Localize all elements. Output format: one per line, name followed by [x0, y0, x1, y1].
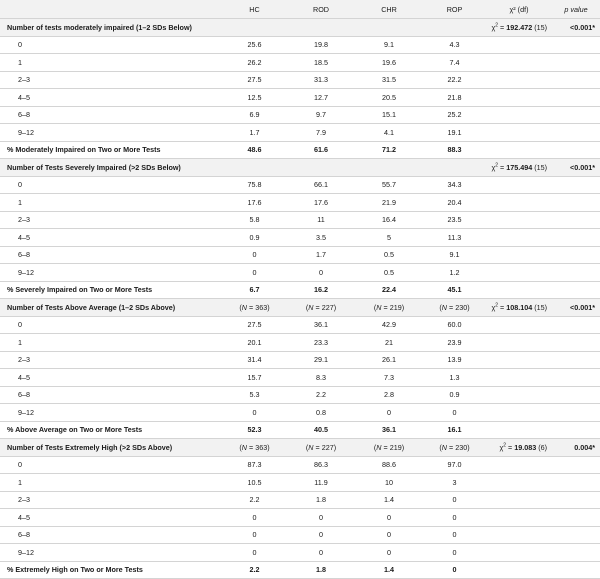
n-count: (N = 363)	[239, 442, 270, 452]
table-row	[0, 386, 600, 404]
empty-cell	[552, 229, 600, 247]
empty-cell	[486, 544, 552, 562]
value-cell: 60.0	[423, 316, 486, 334]
value-cell: 11	[287, 211, 355, 229]
value-cell: 1.8	[287, 491, 355, 509]
value-cell: 23.5	[423, 211, 486, 229]
value-cell: 26.2	[222, 54, 287, 72]
value-cell: 0	[287, 509, 355, 527]
empty-cell	[552, 176, 600, 194]
value-cell: 27.5	[222, 71, 287, 89]
value-cell: 0	[423, 491, 486, 509]
chi-square-cell: $\chi^2 = 19.083$ (6)	[486, 439, 552, 457]
empty-cell	[486, 456, 552, 474]
row-label: 9–12	[0, 124, 222, 142]
empty-cell	[486, 71, 552, 89]
chi-square-cell: $\chi^2 = 175.494$ (15)	[486, 159, 552, 177]
value-cell: 5	[355, 229, 423, 247]
value-cell: 15.7	[222, 369, 287, 387]
value-cell: 0	[355, 404, 423, 422]
empty-cell	[552, 334, 600, 352]
value-cell: 23.3	[287, 334, 355, 352]
row-label: 2–3	[0, 351, 222, 369]
empty-cell	[552, 369, 600, 387]
p-value: <0.001*	[552, 19, 600, 37]
empty-cell	[552, 316, 600, 334]
empty-cell	[552, 544, 600, 562]
total-label: % Above Average on Two or More Tests	[0, 421, 222, 439]
table-row	[0, 404, 600, 422]
empty-cell	[552, 281, 600, 299]
value-cell: 0	[423, 509, 486, 527]
value-cell: 19.6	[355, 54, 423, 72]
total-value-cell: 1.8	[287, 561, 355, 579]
total-value-cell: 52.3	[222, 421, 287, 439]
value-cell: 10	[355, 474, 423, 492]
empty-cell	[552, 124, 600, 142]
section-n-cell	[222, 19, 287, 37]
value-cell: 20.1	[222, 334, 287, 352]
value-cell: 42.9	[355, 316, 423, 334]
n-value: 227	[321, 302, 334, 312]
row-label: 0	[0, 456, 222, 474]
value-cell: 0	[355, 509, 423, 527]
section-n-cell	[222, 299, 287, 317]
total-row	[0, 281, 600, 299]
row-label: 0	[0, 176, 222, 194]
row-label: 1	[0, 194, 222, 212]
empty-cell	[552, 351, 600, 369]
empty-cell	[486, 526, 552, 544]
empty-cell	[486, 474, 552, 492]
p-value: 0.004*	[552, 439, 600, 457]
empty-cell	[486, 404, 552, 422]
section-n-cell	[423, 19, 486, 37]
value-cell: 19.8	[287, 36, 355, 54]
chi-square-cell: $\chi^2 = 192.472$ (15)	[486, 19, 552, 37]
value-cell: 0	[423, 404, 486, 422]
value-cell: 0	[222, 264, 287, 282]
value-cell: 11.3	[423, 229, 486, 247]
table-row	[0, 106, 600, 124]
table-row	[0, 474, 600, 492]
n-value: 363	[255, 302, 268, 312]
chi-square-df: (6)	[538, 442, 547, 452]
value-cell: 27.5	[222, 316, 287, 334]
row-label: 2–3	[0, 71, 222, 89]
section-header-row	[0, 439, 600, 457]
section-n-cell	[287, 19, 355, 37]
section-header-row	[0, 19, 600, 37]
total-value-cell: 2.2	[222, 561, 287, 579]
table-row	[0, 124, 600, 142]
empty-cell	[552, 141, 600, 159]
total-value-cell: 16.1	[423, 421, 486, 439]
value-cell: 0.5	[355, 246, 423, 264]
value-cell: 5.3	[222, 386, 287, 404]
row-label: 1	[0, 334, 222, 352]
table-row	[0, 36, 600, 54]
table-row	[0, 54, 600, 72]
total-value-cell: 88.3	[423, 141, 486, 159]
empty-cell	[486, 351, 552, 369]
empty-cell	[552, 194, 600, 212]
header-rop: ROP	[423, 0, 486, 19]
n-count: (N = 363)	[239, 302, 270, 312]
empty-cell	[552, 89, 600, 107]
header-hc: HC	[222, 0, 287, 19]
row-label: 1	[0, 474, 222, 492]
total-value-cell: 71.2	[355, 141, 423, 159]
value-cell: 0	[355, 544, 423, 562]
table-row	[0, 456, 600, 474]
n-value: 363	[255, 442, 268, 452]
section-n-cell	[423, 439, 486, 457]
section-title: Number of Tests Above Average (1–2 SDs Above)	[0, 299, 222, 317]
chi-square-value: 175.494	[506, 162, 533, 172]
chi-square-value: 19.083	[514, 442, 537, 452]
value-cell: 22.2	[423, 71, 486, 89]
header-p-value: p value	[552, 0, 600, 19]
row-label: 0	[0, 36, 222, 54]
empty-cell	[552, 404, 600, 422]
table-row	[0, 211, 600, 229]
n-count: (N = 219)	[373, 302, 405, 312]
value-cell: 7.3	[355, 369, 423, 387]
empty-cell	[552, 264, 600, 282]
section-n-cell	[355, 299, 423, 317]
value-cell: 55.7	[355, 176, 423, 194]
empty-cell	[486, 194, 552, 212]
value-cell: 21	[355, 334, 423, 352]
value-cell: 26.1	[355, 351, 423, 369]
n-value: 219	[389, 302, 402, 312]
value-cell: 13.9	[423, 351, 486, 369]
total-value-cell: 40.5	[287, 421, 355, 439]
row-label: 4–5	[0, 509, 222, 527]
value-cell: 0	[287, 264, 355, 282]
n-count: (N = 230)	[439, 442, 470, 452]
value-cell: 9.1	[355, 36, 423, 54]
value-cell: 0	[423, 526, 486, 544]
p-value: <0.001*	[552, 299, 600, 317]
value-cell: 20.5	[355, 89, 423, 107]
value-cell: 1.2	[423, 264, 486, 282]
value-cell: 0	[355, 526, 423, 544]
value-cell: 86.3	[287, 456, 355, 474]
total-row	[0, 141, 600, 159]
section-n-cell	[423, 159, 486, 177]
value-cell: 1.7	[287, 246, 355, 264]
table-row	[0, 176, 600, 194]
n-value: 227	[321, 442, 334, 452]
value-cell: 25.2	[423, 106, 486, 124]
n-value: 230	[455, 302, 468, 312]
chi-square-value: 108.104	[506, 302, 533, 312]
table-row	[0, 369, 600, 387]
table-body	[0, 19, 600, 579]
empty-cell	[486, 176, 552, 194]
section-n-cell	[287, 159, 355, 177]
total-label: % Moderately Impaired on Two or More Tests	[0, 141, 222, 159]
table-row	[0, 509, 600, 527]
empty-cell	[486, 386, 552, 404]
empty-cell	[552, 509, 600, 527]
value-cell: 20.4	[423, 194, 486, 212]
value-cell: 0	[222, 404, 287, 422]
row-label: 6–8	[0, 246, 222, 264]
section-n-cell	[287, 299, 355, 317]
empty-cell	[552, 106, 600, 124]
empty-cell	[552, 526, 600, 544]
value-cell: 8.3	[287, 369, 355, 387]
chi-square-df: (15)	[534, 302, 547, 312]
total-value-cell: 61.6	[287, 141, 355, 159]
header-group	[0, 0, 222, 19]
section-header-row	[0, 159, 600, 177]
row-label: 4–5	[0, 229, 222, 247]
value-cell: 0	[287, 526, 355, 544]
value-cell: 2.2	[287, 386, 355, 404]
table-row	[0, 526, 600, 544]
value-cell: 87.3	[222, 456, 287, 474]
value-cell: 0	[222, 509, 287, 527]
empty-cell	[486, 334, 552, 352]
section-n-cell	[423, 299, 486, 317]
total-value-cell: 1.4	[355, 561, 423, 579]
n-count: (N = 227)	[305, 442, 337, 452]
value-cell: 16.4	[355, 211, 423, 229]
value-cell: 34.3	[423, 176, 486, 194]
empty-cell	[552, 71, 600, 89]
empty-cell	[552, 386, 600, 404]
value-cell: 10.5	[222, 474, 287, 492]
n-count: (N = 230)	[439, 302, 470, 312]
row-label: 0	[0, 316, 222, 334]
value-cell: 7.4	[423, 54, 486, 72]
n-count: (N = 219)	[373, 442, 405, 452]
value-cell: 0	[222, 526, 287, 544]
table-row	[0, 194, 600, 212]
p-value: <0.001*	[552, 159, 600, 177]
total-label: % Severely Impaired on Two or More Tests	[0, 281, 222, 299]
row-label: 4–5	[0, 369, 222, 387]
empty-cell	[486, 89, 552, 107]
value-cell: 0	[423, 544, 486, 562]
section-title: Number of Tests Extremely High (>2 SDs Above)	[0, 439, 222, 457]
value-cell: 17.6	[287, 194, 355, 212]
value-cell: 3	[423, 474, 486, 492]
table-row	[0, 316, 600, 334]
empty-cell	[486, 316, 552, 334]
value-cell: 29.1	[287, 351, 355, 369]
header-chi-square: χ² (df)	[486, 0, 552, 19]
value-cell: 11.9	[287, 474, 355, 492]
value-cell: 2.2	[222, 491, 287, 509]
value-cell: 21.9	[355, 194, 423, 212]
header-rod: ROD	[287, 0, 355, 19]
value-cell: 0.9	[222, 229, 287, 247]
table-row	[0, 264, 600, 282]
value-cell: 4.1	[355, 124, 423, 142]
empty-cell	[486, 421, 552, 439]
value-cell: 15.1	[355, 106, 423, 124]
section-n-cell	[355, 19, 423, 37]
empty-cell	[486, 264, 552, 282]
total-row	[0, 421, 600, 439]
section-n-cell	[355, 439, 423, 457]
table-row	[0, 491, 600, 509]
value-cell: 5.8	[222, 211, 287, 229]
table-row	[0, 71, 600, 89]
value-cell: 19.1	[423, 124, 486, 142]
empty-cell	[486, 54, 552, 72]
empty-cell	[552, 54, 600, 72]
value-cell: 17.6	[222, 194, 287, 212]
value-cell: 25.6	[222, 36, 287, 54]
empty-cell	[552, 36, 600, 54]
value-cell: 31.4	[222, 351, 287, 369]
value-cell: 31.5	[355, 71, 423, 89]
value-cell: 21.8	[423, 89, 486, 107]
section-n-cell	[355, 159, 423, 177]
value-cell: 97.0	[423, 456, 486, 474]
empty-cell	[552, 246, 600, 264]
value-cell: 2.8	[355, 386, 423, 404]
value-cell: 12.5	[222, 89, 287, 107]
table-row	[0, 89, 600, 107]
empty-cell	[486, 369, 552, 387]
empty-cell	[486, 491, 552, 509]
empty-cell	[486, 141, 552, 159]
empty-cell	[552, 491, 600, 509]
value-cell: 6.9	[222, 106, 287, 124]
section-n-cell	[222, 159, 287, 177]
empty-cell	[552, 474, 600, 492]
total-value-cell: 6.7	[222, 281, 287, 299]
row-label: 1	[0, 54, 222, 72]
header-chr: CHR	[355, 0, 423, 19]
total-value-cell: 45.1	[423, 281, 486, 299]
row-label: 9–12	[0, 264, 222, 282]
value-cell: 9.1	[423, 246, 486, 264]
value-cell: 9.7	[287, 106, 355, 124]
value-cell: 1.4	[355, 491, 423, 509]
section-header-row	[0, 299, 600, 317]
value-cell: 3.5	[287, 229, 355, 247]
n-count: (N = 227)	[305, 302, 337, 312]
empty-cell	[486, 229, 552, 247]
value-cell: 4.3	[423, 36, 486, 54]
row-label: 6–8	[0, 106, 222, 124]
value-cell: 36.1	[287, 316, 355, 334]
table-header	[0, 0, 600, 19]
chi-square-df: (15)	[534, 162, 547, 172]
total-value-cell: 0	[423, 561, 486, 579]
total-value-cell: 22.4	[355, 281, 423, 299]
value-cell: 0.9	[423, 386, 486, 404]
value-cell: 88.6	[355, 456, 423, 474]
value-cell: 75.8	[222, 176, 287, 194]
row-label: 2–3	[0, 211, 222, 229]
n-value: 219	[389, 442, 402, 452]
empty-cell	[486, 106, 552, 124]
value-cell: 0	[222, 246, 287, 264]
empty-cell	[486, 36, 552, 54]
value-cell: 18.5	[287, 54, 355, 72]
empty-cell	[486, 281, 552, 299]
section-n-cell	[222, 439, 287, 457]
section-n-cell	[287, 439, 355, 457]
value-cell: 23.9	[423, 334, 486, 352]
empty-cell	[486, 211, 552, 229]
table-row	[0, 229, 600, 247]
n-value: 230	[455, 442, 468, 452]
empty-cell	[486, 561, 552, 579]
table-row	[0, 334, 600, 352]
value-cell: 0.8	[287, 404, 355, 422]
section-title: Number of tests moderately impaired (1–2 SDs Below)	[0, 19, 222, 37]
value-cell: 0.5	[355, 264, 423, 282]
value-cell: 1.3	[423, 369, 486, 387]
table-row	[0, 351, 600, 369]
table-row	[0, 544, 600, 562]
empty-cell	[552, 561, 600, 579]
empty-cell	[552, 211, 600, 229]
chi-square-value: 192.472	[506, 22, 533, 32]
total-row	[0, 561, 600, 579]
chi-square-cell: $\chi^2 = 108.104$ (15)	[486, 299, 552, 317]
value-cell: 31.3	[287, 71, 355, 89]
empty-cell	[486, 124, 552, 142]
chi-square-df: (15)	[534, 22, 547, 32]
value-cell: 12.7	[287, 89, 355, 107]
total-value-cell: 36.1	[355, 421, 423, 439]
total-label: % Extremely High on Two or More Tests	[0, 561, 222, 579]
value-cell: 0	[287, 544, 355, 562]
value-cell: 1.7	[222, 124, 287, 142]
row-label: 2–3	[0, 491, 222, 509]
row-label: 9–12	[0, 404, 222, 422]
total-value-cell: 16.2	[287, 281, 355, 299]
total-value-cell: 48.6	[222, 141, 287, 159]
empty-cell	[552, 421, 600, 439]
row-label: 4–5	[0, 89, 222, 107]
section-title: Number of Tests Severely Impaired (>2 SDs Below)	[0, 159, 222, 177]
row-label: 9–12	[0, 544, 222, 562]
empty-cell	[486, 509, 552, 527]
empty-cell	[552, 456, 600, 474]
empty-cell	[486, 246, 552, 264]
row-label: 6–8	[0, 386, 222, 404]
row-label: 6–8	[0, 526, 222, 544]
value-cell: 7.9	[287, 124, 355, 142]
table-row	[0, 246, 600, 264]
value-cell: 0	[222, 544, 287, 562]
value-cell: 66.1	[287, 176, 355, 194]
